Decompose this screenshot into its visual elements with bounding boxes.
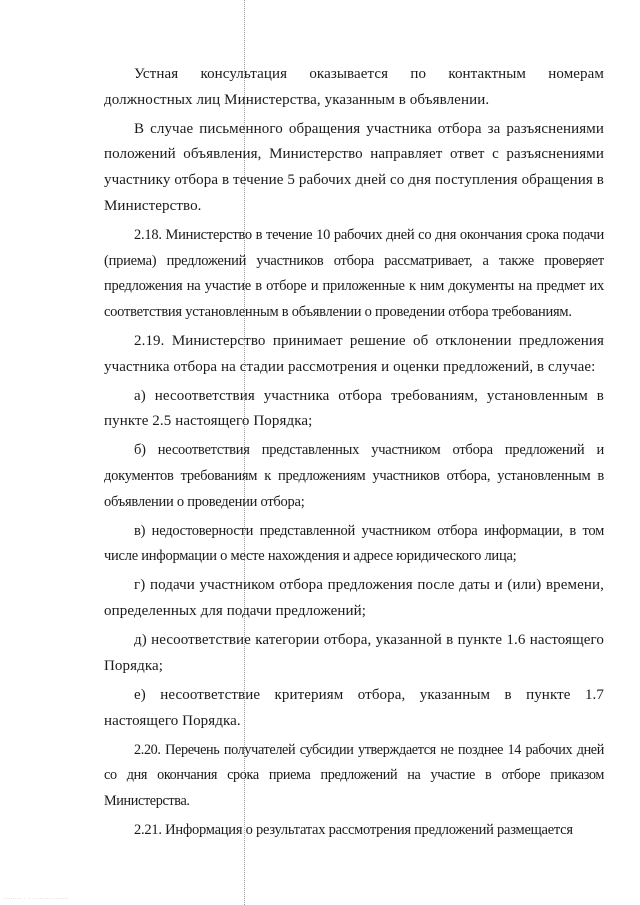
paragraph-2-18: 2.18. Министерство в течение 10 рабочих дней со дня окончания срока подачи (приема) предложений участников отбора рассматривает, а также проверяет предложения на участие в отборе и приложенные к ним документы на предмет их соответствия установленным в объявлении о проведении отбора требованиям. [104,226,604,320]
paragraph-2-21: 2.21. Информация о результатах рассмотрения предложений размещается [134,821,573,838]
list-item-e: е) несоответствие критериям отбора, указанным в пункте 1.7 настоящего Порядка. [104,686,604,729]
scan-footer-mark: ........ . . ................ [4,896,70,901]
list-item-g: г) подачи участником отбора предложения после даты и (или) времени, определенных для подачи предложений; [104,577,604,620]
paragraph-oral-consultation: Устная консультация оказывается по контактным номерам должностных лиц Министерства, указанным в объявлении. [104,66,604,108]
list-item-d: д) несоответствие категории отбора, указанной в пункте 1.6 настоящего Порядка; [104,632,604,674]
paragraph-2-19: 2.19. Министерство принимает решение об отклонении предложения участника отбора на стадии рассмотрения и оценки предложений, в случае: [104,332,604,375]
list-item-a: а) несоответствия участника отбора требованиям, установленным в пункте 2.5 настоящего Порядка; [104,387,604,430]
list-item-b: б) несоответствия представленных участником отбора предложений и документов требованиям к предложениям участников отбора, установленным в объявлении о проведении отбора; [104,442,604,510]
document-page [104,62,604,847]
paragraph-2-20: 2.20. Перечень получателей субсидии утверждается не позднее 14 рабочих дней со дня окончания срока приема предложений на участие в отборе приказом Министерства. [104,741,604,809]
list-item-v: в) недостоверности представленной участником отбора информации, в том числе информации о месте нахождения и адресе юридического лица; [104,522,604,565]
paragraph-written-request: В случае письменного обращения участника отбора за разъяснениями положений объявления, Министерство направляет ответ с разъяснениями участнику отбора в течение 5 рабочих дней со дня поступления обращения в Министерство. [104,120,604,214]
